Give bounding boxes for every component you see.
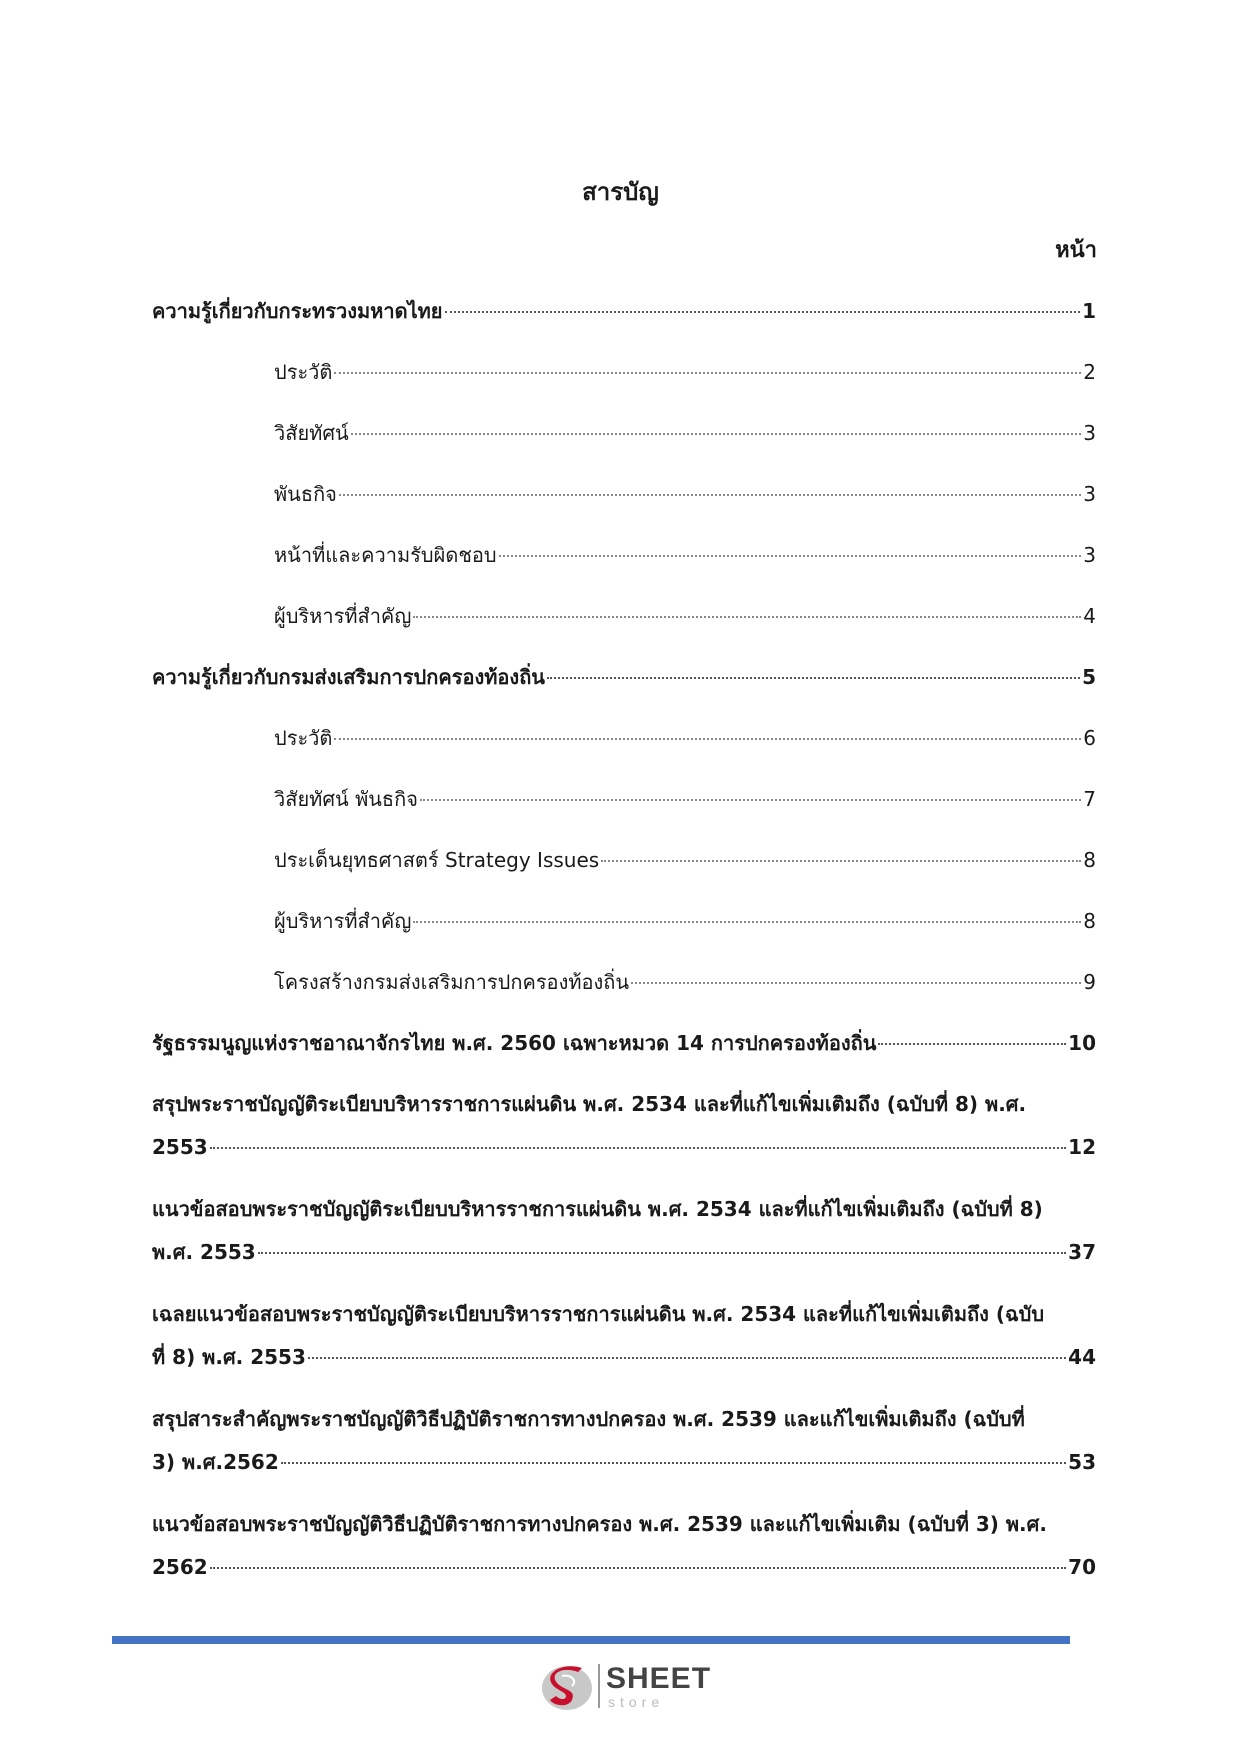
toc-entry-page: 9 bbox=[1083, 970, 1096, 994]
toc-entry-page: 8 bbox=[1083, 909, 1096, 933]
table-of-contents bbox=[152, 290, 1096, 1608]
dot-leader bbox=[334, 737, 1081, 740]
dot-leader bbox=[351, 432, 1082, 435]
dot-leader bbox=[601, 859, 1081, 862]
toc-entry[interactable] bbox=[152, 717, 1096, 778]
toc-entry-text: เฉลยแนวข้อสอบพระราชบัญญัติระเบียบบริหารราชการแผ่นดิน พ.ศ. 2534 และที่แก้ไขเพิ่มเติมถึง (ฉบับ bbox=[152, 1302, 1045, 1326]
toc-entry-text: ประเด็นยุทธศาสตร์ Strategy Issues bbox=[274, 848, 600, 872]
toc-entry-page: 7 bbox=[1083, 787, 1096, 811]
toc-entry-page: 37 bbox=[1068, 1240, 1096, 1264]
sheet-store-logo-icon bbox=[540, 1660, 596, 1714]
toc-entry[interactable] bbox=[152, 839, 1096, 900]
toc-entry-text: สรุปสาระสำคัญพระราชบัญญัติวิธีปฏิบัติราชการทางปกครอง พ.ศ. 2539 และแก้ไขเพิ่มเติมถึง (ฉบับที่ bbox=[152, 1407, 1025, 1431]
toc-entry-page: 12 bbox=[1068, 1135, 1096, 1159]
toc-entry-text: รัฐธรรมนูญแห่งราชอาณาจักรไทย พ.ศ. 2560 เฉพาะหมวด 14 การปกครองท้องถิ่น bbox=[152, 1031, 877, 1055]
toc-entry[interactable] bbox=[152, 1503, 1096, 1608]
dot-leader bbox=[339, 493, 1081, 496]
toc-entry-page: 1 bbox=[1082, 299, 1096, 323]
toc-entry[interactable] bbox=[152, 351, 1096, 412]
toc-entry[interactable] bbox=[152, 1398, 1096, 1503]
toc-entry[interactable] bbox=[152, 656, 1096, 717]
toc-entry[interactable] bbox=[152, 290, 1096, 351]
toc-entry-text: ประวัติ bbox=[274, 726, 333, 750]
toc-entry[interactable] bbox=[152, 595, 1096, 656]
toc-entry-page: 2 bbox=[1083, 360, 1096, 384]
toc-entry-text: พ.ศ. 2553 bbox=[152, 1240, 256, 1264]
toc-entry-text: 3) พ.ศ.2562 bbox=[152, 1450, 279, 1474]
dot-leader bbox=[413, 920, 1081, 923]
toc-entry-text: แนวข้อสอบพระราชบัญญัติวิธีปฏิบัติราชการทางปกครอง พ.ศ. 2539 และแก้ไขเพิ่มเติม (ฉบับที่ 3) พ.ศ. bbox=[152, 1512, 1047, 1536]
dot-leader bbox=[281, 1461, 1066, 1464]
toc-entry-text: 2562 bbox=[152, 1555, 208, 1579]
toc-entry-page: 4 bbox=[1083, 604, 1096, 628]
dot-leader bbox=[308, 1356, 1066, 1359]
dot-leader bbox=[420, 798, 1081, 801]
page-column-header: หน้า bbox=[1055, 238, 1097, 263]
footer-bar bbox=[112, 1636, 1070, 1644]
dot-leader bbox=[445, 310, 1081, 313]
toc-entry[interactable] bbox=[152, 534, 1096, 595]
dot-leader bbox=[210, 1566, 1066, 1569]
dot-leader bbox=[631, 981, 1081, 984]
toc-entry-page: 10 bbox=[1068, 1031, 1096, 1055]
toc-entry-text: ผู้บริหารที่สำคัญ bbox=[274, 604, 412, 628]
logo-text: SHEET bbox=[606, 1662, 712, 1695]
toc-entry-text: ความรู้เกี่ยวกับกรมส่งเสริมการปกครองท้องถิ่น bbox=[152, 665, 545, 689]
dot-leader bbox=[499, 554, 1082, 557]
toc-title: สารบัญ bbox=[582, 178, 659, 206]
toc-entry-text: โครงสร้างกรมส่งเสริมการปกครองท้องถิ่น bbox=[274, 970, 630, 994]
toc-entry-page: 70 bbox=[1068, 1555, 1096, 1579]
dot-leader bbox=[210, 1146, 1066, 1149]
toc-entry-text: วิสัยทัศน์ พันธกิจ bbox=[274, 787, 418, 811]
toc-entry-text: ความรู้เกี่ยวกับกระทรวงมหาดไทย bbox=[152, 299, 443, 323]
toc-entry-text: พันธกิจ bbox=[274, 482, 337, 506]
toc-entry-page: 5 bbox=[1082, 665, 1096, 689]
toc-entry-text: แนวข้อสอบพระราชบัญญัติระเบียบบริหารราชการแผ่นดิน พ.ศ. 2534 และที่แก้ไขเพิ่มเติมถึง (ฉบับที่ 8) bbox=[152, 1197, 1043, 1221]
toc-entry[interactable] bbox=[152, 1188, 1096, 1293]
toc-entry-text: สรุปพระราชบัญญัติระเบียบบริหารราชการแผ่นดิน พ.ศ. 2534 และที่แก้ไขเพิ่มเติมถึง (ฉบับที่ 8) พ.ศ. bbox=[152, 1092, 1027, 1116]
toc-entry-text: ผู้บริหารที่สำคัญ bbox=[274, 909, 412, 933]
dot-leader bbox=[258, 1251, 1066, 1254]
toc-entry-page: 44 bbox=[1068, 1345, 1096, 1369]
toc-entry-text: ที่ 8) พ.ศ. 2553 bbox=[152, 1345, 306, 1369]
dot-leader bbox=[878, 1042, 1066, 1045]
toc-entry-page: 3 bbox=[1083, 543, 1096, 567]
toc-entry[interactable] bbox=[152, 1083, 1096, 1188]
dot-leader bbox=[413, 615, 1081, 618]
dot-leader bbox=[547, 676, 1080, 679]
toc-entry-text: หน้าที่และความรับผิดชอบ bbox=[274, 543, 497, 567]
toc-entry[interactable] bbox=[152, 961, 1096, 1022]
toc-entry-page: 3 bbox=[1083, 482, 1096, 506]
toc-entry-page: 6 bbox=[1083, 726, 1096, 750]
toc-entry-text: 2553 bbox=[152, 1135, 208, 1159]
toc-entry-page: 8 bbox=[1083, 848, 1096, 872]
toc-entry[interactable] bbox=[152, 1293, 1096, 1398]
toc-entry-text: ประวัติ bbox=[274, 360, 333, 384]
toc-entry[interactable] bbox=[152, 473, 1096, 534]
sheet-store-logo bbox=[540, 1660, 710, 1714]
dot-leader bbox=[334, 371, 1081, 374]
toc-entry-page: 3 bbox=[1083, 421, 1096, 445]
toc-entry[interactable] bbox=[152, 412, 1096, 473]
toc-entry-text: วิสัยทัศน์ bbox=[274, 421, 349, 445]
toc-entry[interactable] bbox=[152, 1022, 1096, 1083]
toc-entry[interactable] bbox=[152, 778, 1096, 839]
logo-subtext: store bbox=[608, 1694, 665, 1710]
toc-entry[interactable] bbox=[152, 900, 1096, 961]
logo-divider bbox=[598, 1664, 600, 1708]
toc-entry-page: 53 bbox=[1068, 1450, 1096, 1474]
